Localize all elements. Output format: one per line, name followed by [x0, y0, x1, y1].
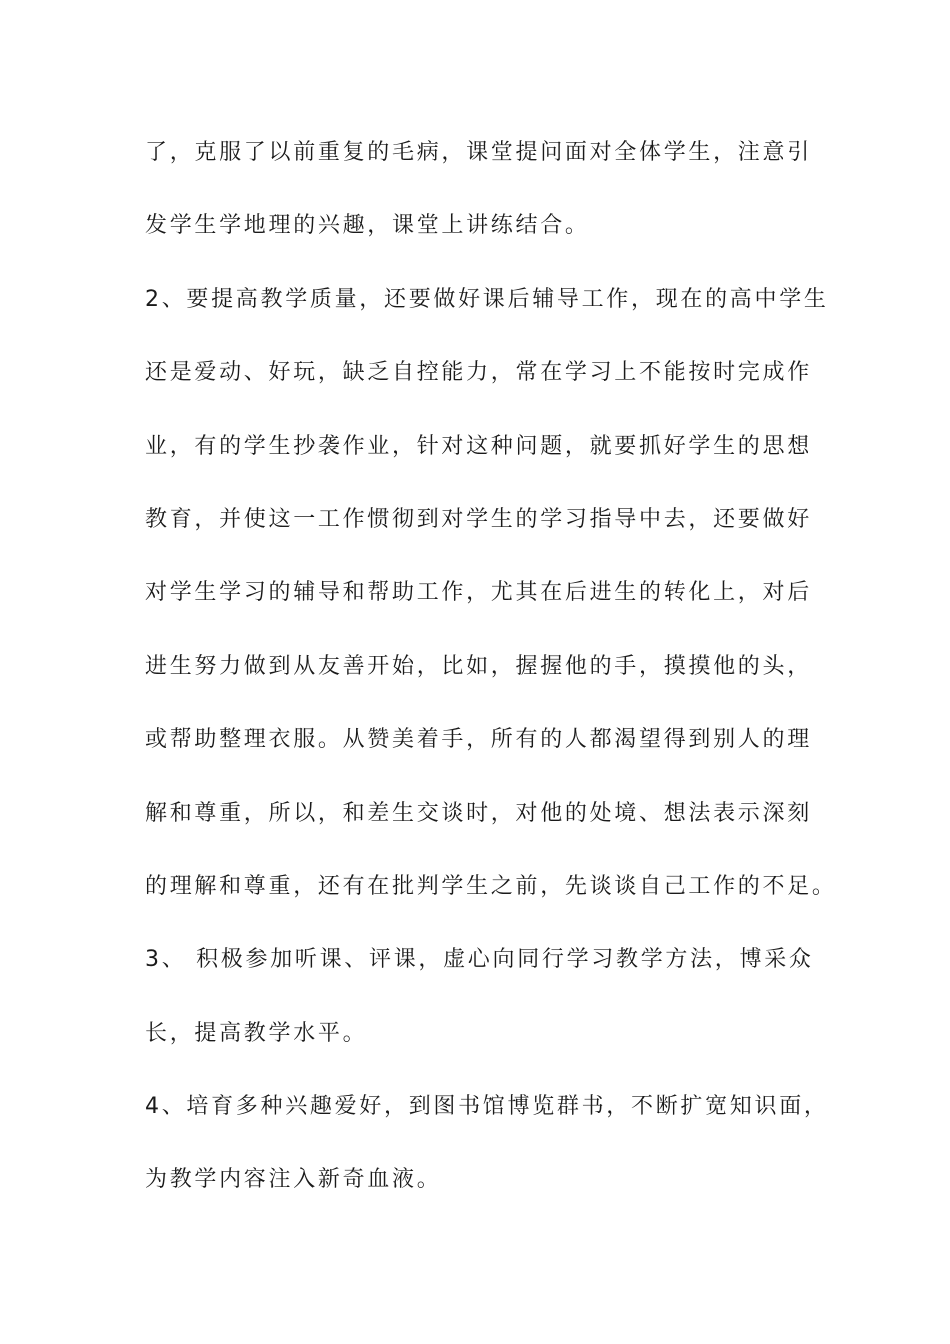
text-line: 2、要提高教学质量，还要做好课后辅导工作，现在的高中学生: [145, 286, 829, 312]
text-line: 还是爱动、好玩，缺乏自控能力，常在学习上不能按时完成作: [145, 360, 812, 386]
text-line: 教育，并使这一工作惯彻到对学生的学习指导中去，还要做好: [145, 506, 812, 532]
text-line: 3、 积极参加听课、评课，虚心向同行学习教学方法，博采众: [145, 947, 814, 973]
text-line: 发学生学地理的兴趣，课堂上讲练结合。: [145, 213, 590, 239]
text-line: 或帮助整理衣服。从赞美着手，所有的人都渴望得到别人的理: [145, 727, 812, 753]
text-line: 4、培育多种兴趣爱好，到图书馆博览群书，不断扩宽知识面，: [145, 1094, 829, 1120]
text-line: 的理解和尊重，还有在批判学生之前，先谈谈自己工作的不足。: [145, 873, 837, 899]
text-line: 解和尊重，所以，和差生交谈时，对他的处境、想法表示深刻: [145, 800, 812, 826]
text-line: 进生努力做到从友善开始，比如，握握他的手，摸摸他的头，: [145, 653, 812, 679]
text-line: 了，克服了以前重复的毛病，课堂提问面对全体学生，注意引: [145, 140, 812, 165]
document-body: [145, 128, 837, 1229]
text-line: 为教学内容注入新奇血液。: [145, 1167, 442, 1193]
text-line: 长，提高教学水平。: [145, 1020, 368, 1046]
text-line: 对学生学习的辅导和帮助工作，尤其在后进生的转化上，对后: [145, 580, 812, 606]
text-line: 业，有的学生抄袭作业，针对这种问题，就要抓好学生的思想: [145, 433, 812, 459]
